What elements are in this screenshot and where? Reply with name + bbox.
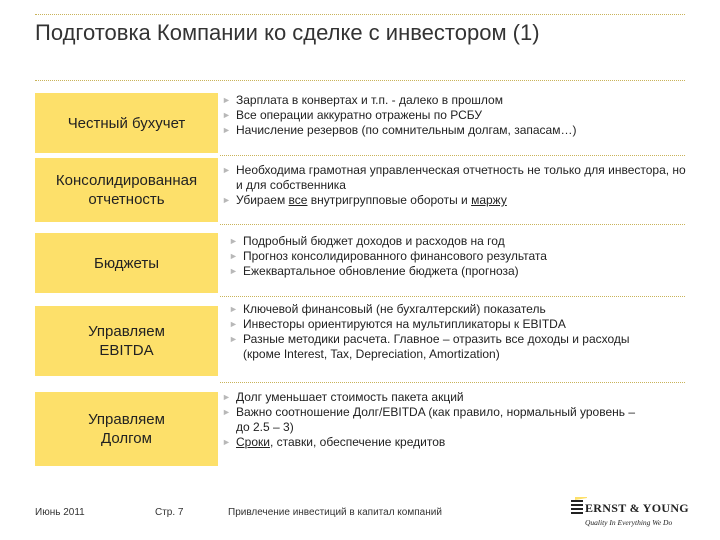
svg-text:ERNST & YOUNG: ERNST & YOUNG xyxy=(585,501,689,515)
bullet-item: ► Зарплата в конвертах и т.п. - далеко в прошлом xyxy=(222,93,503,107)
label-budgets xyxy=(35,233,218,293)
arrow-icon: ► xyxy=(229,304,238,314)
bullet-item: ► Необходима грамотная управленческая отчетность не только для инвестора, но и для собственника xyxy=(222,163,686,192)
label-manage-debt xyxy=(35,392,218,466)
bullet-item: ► Разные методики расчета. Главное – отразить все доходы и расходы (кроме Interest, Tax, Depreciation, Amortization) xyxy=(229,332,630,361)
label-consolidated-reporting xyxy=(35,158,218,222)
arrow-icon: ► xyxy=(229,236,238,246)
bullets-budgets xyxy=(229,234,689,279)
arrow-icon: ► xyxy=(229,319,238,329)
label-honest-accounting xyxy=(35,93,218,153)
arrow-icon: ► xyxy=(222,165,231,175)
arrow-icon: ► xyxy=(229,251,238,261)
bullet-item: ► Долг уменьшает стоимость пакета акций xyxy=(222,390,464,404)
arrow-icon: ► xyxy=(229,266,238,276)
section-divider xyxy=(220,296,685,297)
top-divider xyxy=(35,14,685,15)
title-divider xyxy=(35,80,685,81)
bullet-item: ► Все операции аккуратно отражены по РСБУ xyxy=(222,108,483,122)
bullet-item: ► Ежеквартальное обновление бюджета (прогноза) xyxy=(229,264,519,278)
arrow-icon: ► xyxy=(222,392,231,402)
arrow-icon: ► xyxy=(222,407,231,417)
section-divider xyxy=(220,382,685,383)
page-title: Подготовка Компании ко сделке с инвестором (1) xyxy=(35,20,540,45)
label-text: Бюджеты xyxy=(93,254,160,272)
footer-page-number: Стр. 7 xyxy=(155,507,184,518)
section-divider xyxy=(220,224,685,225)
label-text: Управляем EBITDA xyxy=(88,323,165,359)
section-divider xyxy=(220,155,685,156)
arrow-icon: ► xyxy=(222,195,231,205)
footer-subject: Привлечение инвестиций в капитал компаний xyxy=(228,507,442,518)
bullet-item: ► Прогноз консолидированного финансового результата xyxy=(229,249,547,263)
bullets-consolidated-reporting xyxy=(222,163,692,208)
bullet-item: ► Убираем все внутригрупповые обороты и маржу xyxy=(222,193,507,207)
arrow-icon: ► xyxy=(222,110,231,120)
bullet-item: ► Сроки, ставки, обеспечение кредитов xyxy=(222,435,446,449)
arrow-icon: ► xyxy=(222,437,231,447)
footer-date: Июнь 2011 xyxy=(35,507,85,518)
bullets-manage-ebitda xyxy=(229,302,659,362)
bullets-manage-debt xyxy=(222,390,652,450)
arrow-icon: ► xyxy=(222,125,231,135)
bullet-item: ► Инвесторы ориентируются на мультипликаторы к EBITDA xyxy=(229,317,566,331)
arrow-icon: ► xyxy=(229,334,238,344)
bullet-item: ► Ключевой финансовый (не бухгалтерский) показатель xyxy=(229,302,546,316)
bullets-honest-accounting xyxy=(222,93,692,138)
ernst-young-logo xyxy=(571,497,689,529)
label-text: Консолидированная отчетность xyxy=(55,172,198,208)
label-text: Управляем Долгом xyxy=(88,411,165,447)
bullet-item: ► Важно соотношение Долг/EBITDA (как правило, нормальный уровень – до 2.5 – 3) xyxy=(222,405,636,434)
svg-text:Quality In Everything We Do: Quality In Everything We Do xyxy=(585,518,673,527)
bullet-item: ► Подробный бюджет доходов и расходов на год xyxy=(229,234,505,248)
bullet-item: ► Начисление резервов (по сомнительным долгам, запасам…) xyxy=(222,123,577,137)
label-manage-ebitda xyxy=(35,306,218,376)
label-text: Честный бухучет xyxy=(67,114,186,132)
arrow-icon: ► xyxy=(222,95,231,105)
